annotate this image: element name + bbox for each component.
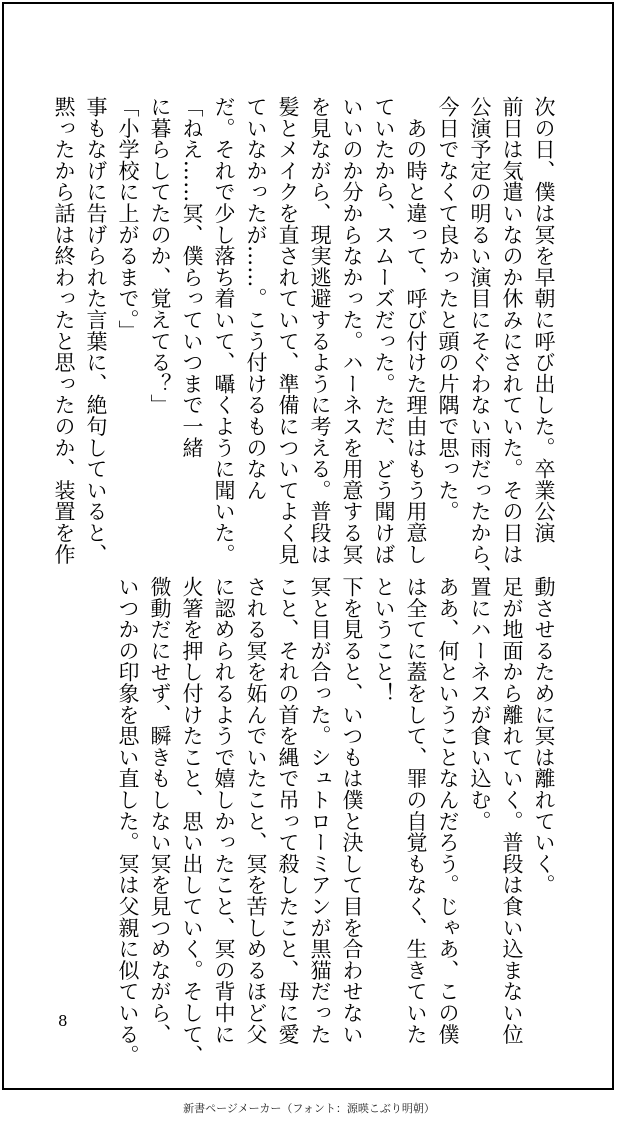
text-line: あの時と違って、呼び付けた理由はもう用意し	[404, 96, 428, 565]
upper-text-column	[48, 96, 560, 586]
text-line: ていなかったが……。こう付けるものなん	[244, 96, 268, 501]
lower-text-column	[112, 576, 560, 1066]
text-line: 公演予定の明るい演目にそぐわない雨だったから、	[468, 96, 492, 586]
text-line: 髪とメイクを直されていて、準備についてよく見	[276, 96, 300, 565]
text-line: 足が地面から離れていく。普段は食い込まない位	[500, 576, 524, 1045]
text-line: 黙ったから話は終わったと思ったのか、装置を作	[52, 96, 76, 565]
text-line: こと、それの首を縄で吊って殺したこと、母に愛	[276, 576, 300, 1045]
text-line: 置にハーネスが食い込む。	[468, 576, 492, 832]
text-line: を見ながら、現実逃避するように考える。普段は	[308, 96, 332, 565]
text-line: 下を見ると、いつもは僕と決して目を合わせない	[340, 576, 364, 1045]
text-line: 事もなげに告げられた言葉に、絶句していると、	[84, 96, 108, 565]
text-line: 前日は気遣いなのか休みにされていた。その日は	[500, 96, 524, 565]
page-number: 8	[58, 1012, 68, 1030]
text-line: 今日でなくて良かったと頭の片隅で思った。	[436, 96, 460, 522]
text-line: される冥を妬んでいたこと、冥を苦しめるほど父	[244, 576, 268, 1045]
text-line: 微動だにせず、瞬きもしない冥を見つめながら、	[148, 576, 172, 1045]
page-frame	[2, 2, 614, 1090]
text-line: は全てに蓋をして、罪の自覚もなく、生きていた	[404, 576, 428, 1045]
text-line: に認められるようで嬉しかったこと、冥の背中に	[212, 576, 236, 1045]
text-line: 次の日、僕は冥を早朝に呼び出した。卒業公演	[532, 96, 556, 544]
text-line: ということ！	[372, 576, 396, 704]
text-line: だ。それで少し落ち着いて、囁くように聞いた。	[212, 96, 236, 565]
text-line: 火箸を押し付けたこと、思い出していく。そして、	[180, 576, 204, 1066]
footer-caption: 新書ページメーカー（フォント：源暎こぶり明朝）	[183, 1102, 435, 1115]
text-line: ていたから、スムーズだった。ただ、どう聞けば	[372, 96, 396, 565]
text-line: 冥と目が合った。シュトローミアンが黒猫だった	[308, 576, 332, 1045]
text-line: 「ねえ……冥、僕らっていつまで一緒	[180, 96, 204, 459]
text-line: に暮らしてたのか、覚えてる？」	[148, 96, 172, 416]
text-line: 「小学校に上がるまで。」	[116, 96, 140, 342]
text-line: 動させるために冥は離れていく。	[532, 576, 556, 896]
text-line: ああ、何ということなんだろう。じゃあ、この僕	[436, 576, 460, 1045]
text-line: いつかの印象を思い直した。冥は父親に似ている。	[116, 576, 140, 1066]
text-line: いいのか分からなかった。ハーネスを用意する冥	[340, 96, 364, 565]
